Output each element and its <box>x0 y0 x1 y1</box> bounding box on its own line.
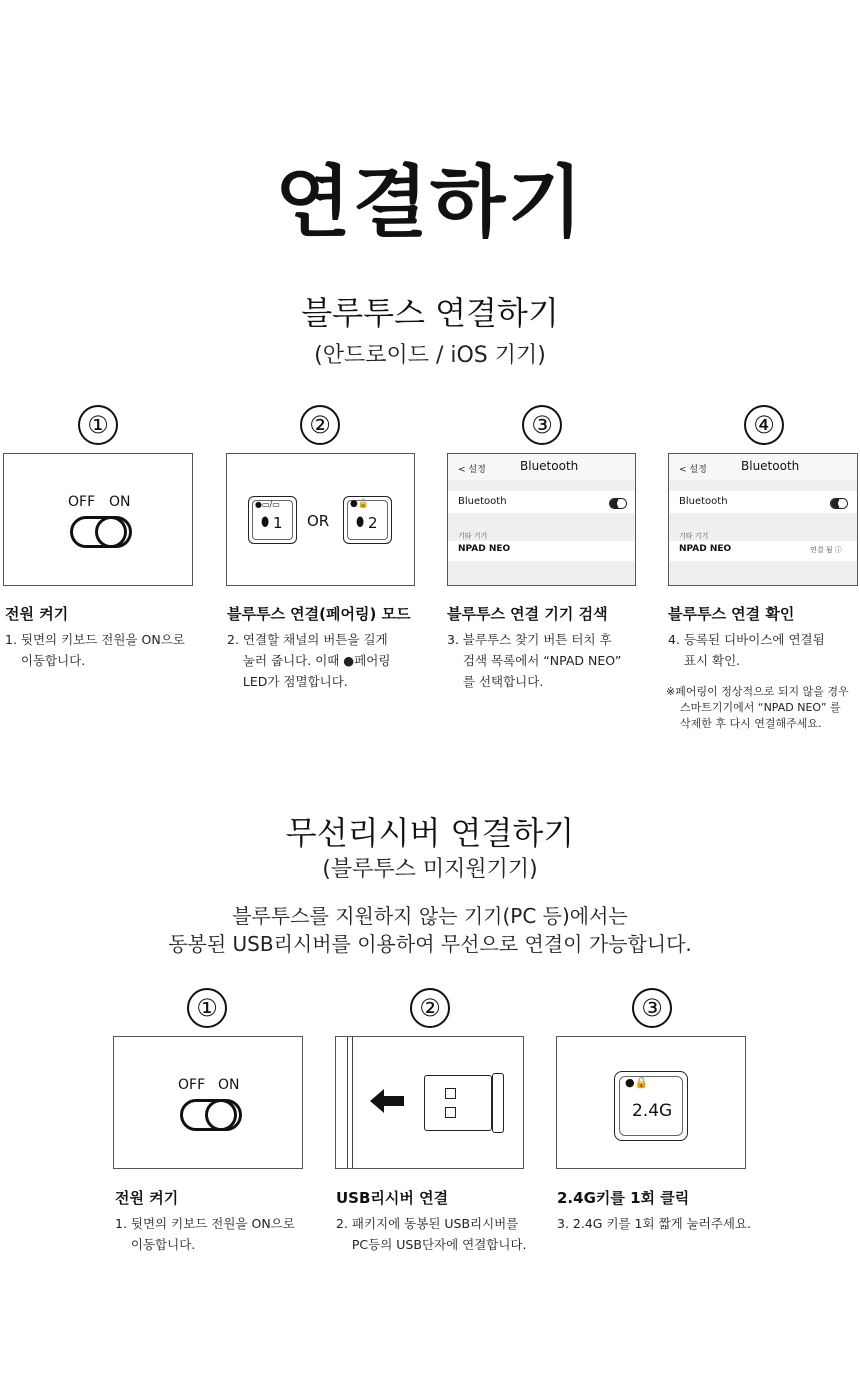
step-2-desc: 2. 연결할 채널의 버튼을 길게 눌러 줍니다. 이때 ●페어링 LED가 점멸합니다. <box>227 632 391 689</box>
step-number-3: ③ <box>522 405 562 445</box>
step-number-2: ② <box>300 405 340 445</box>
pc-port-edge <box>347 1037 353 1168</box>
screen-title: Bluetooth <box>520 459 579 473</box>
usb-receiver-panel <box>335 1036 524 1169</box>
led-indicator-icon: ●▭/▭ <box>255 500 280 509</box>
screen-title: Bluetooth <box>741 459 800 473</box>
key-24g-label: 2.4G <box>632 1101 673 1121</box>
bluetooth-toggle-icon <box>609 498 627 509</box>
or-label: OR <box>307 512 330 530</box>
key-1-label: 1 <box>273 514 283 532</box>
rx-step-1-desc: 1. 뒷면의 키보드 전원을 ON으로 이동합니다. <box>115 1216 295 1252</box>
receiver-desc-line-2: 동봉된 USB리시버를 이용하여 무선으로 연결이 가능합니다. <box>168 932 692 956</box>
receiver-section-subtitle: (블루투스 미지원기기) <box>322 857 538 882</box>
power-switch-panel <box>3 453 193 586</box>
bluetooth-search-screen <box>447 453 636 586</box>
usb-receiver-icon <box>424 1075 492 1131</box>
bluetooth-row-label: Bluetooth <box>679 496 728 507</box>
lock-icon: ●🔒 <box>350 499 370 509</box>
page-title: 연결하기 <box>275 158 585 248</box>
key-2-label: 2 <box>368 514 378 532</box>
channel-key-1 <box>248 496 297 544</box>
step-1-desc: 1. 뒷면의 키보드 전원을 ON으로 이동합니다. <box>5 632 185 668</box>
switch-knob-icon <box>95 516 127 548</box>
power-switch-icon <box>180 1099 242 1131</box>
device-name: NPAD NEO <box>679 544 732 554</box>
switch-on-label: ON <box>109 494 131 510</box>
step-number-1: ① <box>78 405 118 445</box>
key-24g <box>614 1071 688 1141</box>
other-devices-label: 기타 기기 <box>679 532 709 540</box>
settings-back-link: < 설정 <box>458 465 486 475</box>
bluetooth-icon: ⬮ <box>356 515 365 530</box>
receiver-desc-line-1: 블루투스를 지원하지 않는 기기(PC 등)에서는 <box>232 904 628 928</box>
bluetooth-connected-screen <box>668 453 858 586</box>
switch-knob-icon <box>205 1099 237 1131</box>
bluetooth-section-title: 블루투스 연결하기 <box>301 294 559 332</box>
step-2-title: 블루투스 연결(페어링) 모드 <box>227 605 411 623</box>
bluetooth-row-label: Bluetooth <box>458 496 507 507</box>
pairing-keys-panel <box>226 453 415 586</box>
step-3-desc: 3. 블루투스 찾기 버튼 터치 후 검색 목록에서 “NPAD NEO” 를 선택합니다. <box>447 632 622 689</box>
usb-receiver-cap-icon <box>492 1073 504 1133</box>
device-name: NPAD NEO <box>458 544 511 554</box>
rx-step-number-2: ② <box>410 988 450 1028</box>
rx-power-switch-panel <box>113 1036 303 1169</box>
step-number-4: ④ <box>744 405 784 445</box>
arrow-left-icon <box>370 1089 404 1113</box>
connected-status: 연결 됨 ⓘ <box>810 546 842 554</box>
pairing-note: ※페어링이 정상적으로 되지 않을 경우 스마트기기에서 “NPAD NEO” 를 삭제한 후 다시 연결해주세요. <box>666 685 849 730</box>
step-1-title: 전원 켜기 <box>5 605 69 623</box>
rx-step-3-desc: 3. 2.4G 키를 1회 짧게 눌러주세요. <box>557 1216 752 1231</box>
bluetooth-section-subtitle: (안드로이드 / iOS 기기) <box>314 343 546 368</box>
key-24g-panel <box>556 1036 746 1169</box>
rx-step-3-title: 2.4G키를 1회 클릭 <box>557 1189 690 1207</box>
other-devices-label: 기타 기기 <box>458 532 488 540</box>
bluetooth-icon: ⬮ <box>261 515 270 530</box>
rx-step-number-1: ① <box>187 988 227 1028</box>
step-4-desc: 4. 등록된 디바이스에 연결됨 표시 확인. <box>668 632 825 668</box>
power-switch-icon <box>70 516 132 548</box>
channel-key-2 <box>343 496 392 544</box>
switch-off-label: OFF <box>68 494 96 510</box>
switch-off-label: OFF <box>178 1077 206 1093</box>
receiver-section-title: 무선리시버 연결하기 <box>285 814 575 852</box>
bluetooth-toggle-icon <box>830 498 848 509</box>
rx-step-2-title: USB리시버 연결 <box>336 1189 449 1207</box>
step-4-title: 블루투스 연결 확인 <box>668 605 795 623</box>
rx-step-number-3: ③ <box>632 988 672 1028</box>
rx-step-2-desc: 2. 패키지에 동봉된 USB리시버를 PC등의 USB단자에 연결합니다. <box>336 1216 527 1252</box>
switch-on-label: ON <box>218 1077 240 1093</box>
settings-back-link: < 설정 <box>679 465 707 475</box>
lock-icon: ●🔒 <box>625 1076 649 1089</box>
rx-step-1-title: 전원 켜기 <box>115 1189 179 1207</box>
step-3-title: 블루투스 연결 기기 검색 <box>447 605 608 623</box>
